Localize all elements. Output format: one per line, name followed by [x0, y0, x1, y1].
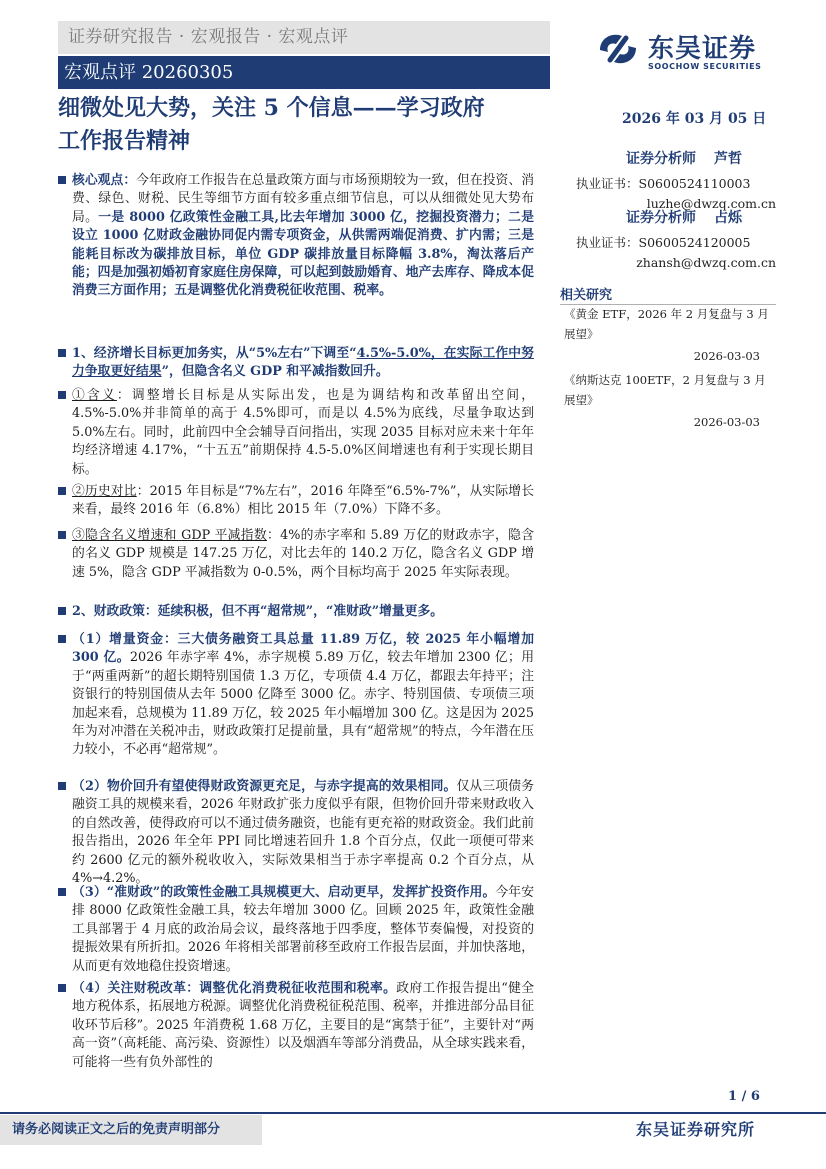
bullet-icon [58, 782, 66, 790]
section-1-heading: 1、经济增长目标更加务实，从“5%左右”下调至“4.5%-5.0%，在实际工作中努力争取更好结果”，但隐含名义 GDP 和平减指数回升。 [72, 345, 534, 382]
title-line-1: 细微处见大势，关注 5 个信息——学习政府 [58, 95, 485, 121]
analyst-email[interactable]: zhansh@dwzq.com.cn [636, 255, 776, 270]
para-price-recovery: （2）物价回升有望使得财政资源更充足，与赤字提高的效果相同。仅从三项债务融资工具的规模来看，2026 年财政扩张力度似乎有限，但物价回升带来财政收入的自然改善，使得政府可以不通过债务融资，也能有更充裕的财政资金。我们此前报告指出，2026 年全年 PPI 同比增速若回升 1.8 个百分点，仅此一项便可带来约 2600 亿元的额外税收收入，实际效果相当于赤字率提高 0.2 个百分点，从 4%→4.2%。 [72, 778, 534, 888]
analyst-2 [576, 207, 776, 270]
report-title [58, 92, 558, 158]
bullet-icon [58, 607, 66, 615]
related-research-title: 相关研究 [560, 288, 613, 303]
report-tag: 宏观点评 20260305 [58, 56, 550, 89]
analyst-email[interactable]: luzhe@dwzq.com.cn [646, 196, 776, 211]
para-implied-growth: ③隐含名义增速和 GDP 平减指数：4%的赤字率和 5.89 万亿的财政赤字，隐含的名义 GDP 规模是 147.25 万亿，对比去年的 140.2 万亿，隐含名义 GDP 增速 5%，隐含 GDP 平减指数为 0-0.5%，两个目标均高于 2025 年实际表现。 [72, 527, 534, 582]
institute-name: 东吴证券研究所 [636, 1120, 756, 1139]
related-item[interactable]: 《黄金 ETF，2026 年 2 月复盘与 3 月展望》 [564, 307, 769, 341]
analyst-role: 证券分析师 [626, 210, 696, 226]
page-number: 1 / 6 [728, 1089, 760, 1104]
para-meaning: ①含义：调整增长目标是从实际出发，也是为调结构和改革留出空间，4.5%-5.0%并非简单的高于 4.5%即可，而是以 4.5%为底线，尽量争取达到 5.0%左右。同时，此前四中全会辅导百问指出，实现 2035 目标对应未来十年年均经济增速 4.17%，“十五五”前期保持 4.5-5.0%区间增速也有利于实现长期目标。 [72, 387, 534, 479]
bullet-icon [58, 888, 66, 896]
footer-divider [0, 1112, 826, 1114]
bullet-icon [58, 487, 66, 495]
report-category: 证券研究报告 · 宏观报告 · 宏观点评 [58, 21, 550, 54]
cert-label: 执业证书： [576, 176, 639, 191]
para-incremental-funds: （1）增量资金：三大债务融资工具总量 11.89 万亿，较 2025 年小幅增加 300 亿。2026 年赤字率 4%，赤字规模 5.89 万亿，较去年增加 2300 亿；用于“两重两新”的超长期特别国债 1.3 万亿，专项债 4.4 万亿，都跟去年持平；注资银行的特别国债从去年 5000 亿降至 3000 亿。赤字、特别国债、专项债三项加起来看，总规模为 11.89 万亿，较 2025 年小幅增加 300 亿。这是因为 2025 年为对冲潜在关税冲击，财政政策打足提前量，具有“超常规”的特点，今年潜在压力较小，不必再“超常规”。 [72, 631, 534, 760]
bullet-icon [58, 531, 66, 539]
para-tax-reform: （4）关注财税改革：调整优化消费税征收范围和税率。政府工作报告提出“健全地方税体系，拓展地方税源。调整优化消费税征税范围、税率，并推进部分品目征收环节后移”。2025 年消费税 1.68 万亿，主要目的是“寓禁于征”，主要针对“两高一资”（高耗能、高污染、资源性）以及烟酒车等部分消费品，从全球实践来看，可能将一些有负外部性的 [72, 980, 534, 1072]
logo-text-cn: 东吴证券 [648, 34, 757, 64]
para-history: ②历史对比：2015 年目标是“7%左右”，2016 年降至“6.5%-7%”，从实际增长来看，最终 2016 年（6.8%）相比 2015 年（7.0%）下降不多。 [72, 483, 534, 520]
para-quasi-fiscal: （3）“准财政”的政策性金融工具规模更大、启动更早，发挥扩投资作用。今年安排 8000 亿政策性金融工具，较去年增加 3000 亿。回顾 2025 年，政策性金融工具部署于 4 月底的政治局会议，最终落地于四季度，整体节奏偏慢，对投资的提振效果有所折扣。2026 年将相关部署前移至政府工作报告层面，并加快落地，从而更有效地稳住投资增速。 [72, 884, 534, 976]
logo-text-en: SOOCHOW SECURITIES [648, 62, 762, 71]
cert-number: S0600524110003 [638, 176, 751, 191]
soochow-logo-icon [596, 30, 640, 68]
core-viewpoint: 核心观点：今年政府工作报告在总量政策方面与市场预期较为一致，但在投资、消费、绿色、财税、民生等细节方面有较多重点细节信息，可以从细微处见大势布局。一是 8000 亿政策性金融工具,比去年增加 3000 亿，挖掘投资潜力；二是设立 1000 亿财政金融协同促内需专项资金，从供需两端促消费、扩内需；三是能耗目标改为碳排放目标，单位 GDP 碳排放量目标降幅 3.8%，淘汰落后产能；四是加强初婚初育家庭住房保障，可以起到鼓励婚育、地产去库存、降成本促消费三方面作用；五是调整优化消费税征收范围、税率。 [72, 172, 534, 301]
bullet-icon [58, 349, 66, 357]
report-date: 2026 年 03 月 05 日 [622, 111, 767, 127]
analyst-name: 占烁 [713, 210, 742, 226]
cert-label: 执业证书： [576, 235, 639, 250]
bullet-icon [58, 635, 66, 643]
bullet-icon [58, 176, 66, 184]
cert-number: S0600524120005 [638, 235, 751, 250]
related-item-date: 2026-03-03 [693, 349, 760, 363]
bullet-icon [58, 391, 66, 399]
related-item-date: 2026-03-03 [693, 415, 760, 429]
analyst-role: 证券分析师 [626, 151, 696, 167]
title-line-2: 工作报告精神 [58, 128, 191, 154]
disclaimer-link[interactable]: 请务必阅读正文之后的免责声明部分 [0, 1115, 262, 1145]
bullet-icon [58, 984, 66, 992]
analyst-name: 芦哲 [713, 151, 742, 167]
section-2-heading: 2、财政政策：延续积极，但不再“超常规”，“准财政”增量更多。 [72, 603, 534, 621]
related-item[interactable]: 《纳斯达克 100ETF，2 月复盘与 3 月展望》 [564, 373, 766, 407]
analyst-1 [576, 148, 776, 211]
